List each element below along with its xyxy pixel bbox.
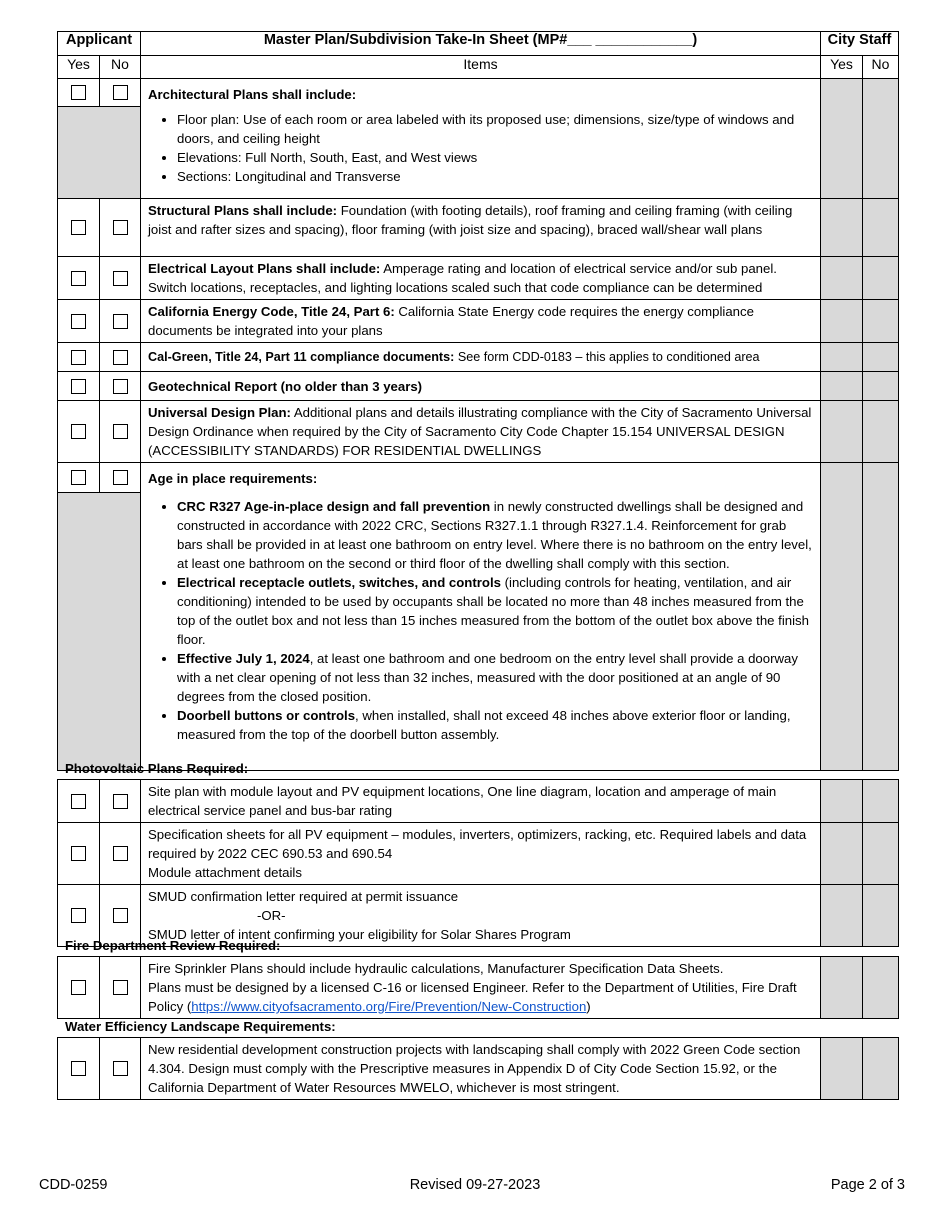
- bullet-item: • Floor plan: Use of each room or area labeled with its proposed use; dimensions, size/type of windows and doors, and ceiling height: [177, 110, 814, 148]
- bullet-item: • Elevations: Full North, South, East, and West views: [177, 148, 814, 167]
- bullet-item: • Sections: Longitudinal and Transverse: [177, 167, 814, 186]
- item-heading: California Energy Code, Title 24, Part 6:: [148, 304, 395, 319]
- age-in-place-item: [141, 463, 821, 771]
- city-staff-header: City Staff: [821, 32, 899, 56]
- item-text: See form CDD-0183 – this applies to conditioned area: [454, 349, 760, 364]
- applicant-yes-cell: [58, 79, 100, 107]
- applicant-yes-cell: [58, 1038, 100, 1100]
- applicant-no-cell: [100, 1038, 141, 1100]
- applicant-yes-cell: [58, 300, 100, 343]
- bullet-bold: Doorbell buttons or controls: [177, 708, 356, 723]
- bullet-item: [177, 497, 814, 573]
- staff-no-cell[interactable]: [863, 199, 899, 257]
- applicant-no-cell: [100, 780, 141, 823]
- bullet-bold: CRC R327 Age-in-place design and fall prevention: [177, 499, 491, 514]
- staff-no-cell[interactable]: [863, 343, 899, 372]
- applicant-yes-checkbox[interactable]: [71, 271, 86, 286]
- electrical-plans-item: [141, 257, 821, 300]
- bullet-bold: Effective July 1, 2024: [177, 651, 310, 666]
- applicant-yes-checkbox[interactable]: [71, 85, 86, 100]
- structural-plans-item: [141, 199, 821, 257]
- item-text: ): [586, 999, 591, 1014]
- cal-green-item: [141, 343, 821, 372]
- fire-sprinkler-item: [141, 957, 821, 1019]
- applicant-no-cell: [100, 199, 141, 257]
- staff-no-cell[interactable]: [863, 1038, 899, 1100]
- staff-yes-cell[interactable]: [821, 957, 863, 1019]
- staff-yes-cell[interactable]: [821, 79, 863, 199]
- applicant-yes-checkbox[interactable]: [71, 908, 86, 923]
- items-header: Items: [141, 56, 821, 79]
- fire-policy-link[interactable]: https://www.cityofsacramento.org/Fire/Prevention/New-Construction: [191, 999, 587, 1014]
- applicant-yes-checkbox[interactable]: [71, 350, 86, 365]
- applicant-yes-cell: [58, 823, 100, 885]
- applicant-no-checkbox[interactable]: [113, 220, 128, 235]
- applicant-yes-cell: [58, 257, 100, 300]
- applicant-yes-checkbox[interactable]: [71, 1061, 86, 1076]
- item-text: SMUD letter of intent confirming your eligibility for Solar Shares Program: [148, 927, 571, 942]
- staff-yes-cell[interactable]: [821, 300, 863, 343]
- revised-date: Revised 09-27-2023: [409, 1177, 541, 1193]
- applicant-shaded-cell: [58, 107, 141, 199]
- pv-section-title: Photovoltaic Plans Required:: [65, 761, 249, 776]
- water-efficiency-item: New residential development construction projects with landscaping shall comply with 2022 Green Code section 4.304. Design must comply with the Prescriptive measures in Appendix D of City Code Section 15.92, or the California Department of Water Resources MWELO, whichever is most stringent.: [141, 1038, 821, 1100]
- bullet-text: in newly constructed dwellings shall be designed and constructed in accordance with 2022 CRC, Sections R327.1.1 through R327.1.4. Reinforcement for grab bars shall be provided in at least one bathroom on entry level. Where there is no bathroom on the entry level, at least one bathroom on the second or third floor of the dwelling shall comply with this section.: [177, 499, 812, 571]
- staff-yes-cell[interactable]: [821, 463, 863, 771]
- applicant-no-checkbox[interactable]: [113, 794, 128, 809]
- applicant-yes-cell: [58, 463, 100, 493]
- fire-table: [57, 956, 899, 1019]
- applicant-yes-cell: [58, 401, 100, 463]
- applicant-no-checkbox[interactable]: [113, 350, 128, 365]
- applicant-no-checkbox[interactable]: [113, 1061, 128, 1076]
- applicant-no-cell: [100, 343, 141, 372]
- item-heading: Electrical Layout Plans shall include:: [148, 261, 381, 276]
- item-text: Amperage rating and location of electrical service and/or sub panel. Switch locations, receptacles, and lighting locations scaled such that code compliance can be determined: [148, 261, 777, 295]
- item-text: Specification sheets for all PV equipment – modules, inverters, optimizers, racking, etc. Required labels and data required by 2022 CEC 690.53 and 690.54: [148, 827, 807, 861]
- applicant-yes-cell: [58, 343, 100, 372]
- applicant-no-cell: [100, 401, 141, 463]
- item-heading: Architectural Plans shall include:: [148, 87, 357, 102]
- applicant-no-checkbox[interactable]: [113, 85, 128, 100]
- applicant-yes-checkbox[interactable]: [71, 379, 86, 394]
- item-heading: Cal-Green, Title 24, Part 11 compliance documents:: [148, 349, 455, 364]
- staff-no-cell[interactable]: [863, 401, 899, 463]
- water-section-title: Water Efficiency Landscape Requirements:: [65, 1019, 336, 1034]
- pv-site-plan-item: Site plan with module layout and PV equipment locations, One line diagram, location and amperage of main electrical service panel and bus-bar rating: [141, 780, 821, 823]
- main-checklist-table: [57, 31, 899, 771]
- item-text: Foundation (with footing details), roof framing and ceiling framing (with ceiling joist and rafter sizes and spacing), floor framing (with joist size and spacing), braced wall/shear wall plans: [148, 203, 793, 237]
- staff-no-cell[interactable]: [863, 300, 899, 343]
- bullet-text: , at least one bathroom and one bedroom on the entry level shall provide a doorway with a net clear opening of not less than 32 inches, measured with the door positioned at an angle of 90 degrees from the closed position.: [177, 651, 798, 704]
- applicant-no-cell: [100, 957, 141, 1019]
- applicant-no-header: No: [100, 56, 141, 79]
- staff-no-cell[interactable]: [863, 463, 899, 771]
- applicant-no-checkbox[interactable]: [113, 424, 128, 439]
- or-text: -OR-: [257, 908, 286, 923]
- applicant-no-checkbox[interactable]: [113, 846, 128, 861]
- applicant-no-cell: [100, 79, 141, 107]
- applicant-yes-checkbox[interactable]: [71, 220, 86, 235]
- applicant-no-checkbox[interactable]: [113, 980, 128, 995]
- applicant-no-checkbox[interactable]: [113, 908, 128, 923]
- item-text: California State Energy code requires the energy compliance documents be integrated into your plans: [148, 304, 754, 338]
- staff-yes-cell[interactable]: [821, 343, 863, 372]
- item-text: Plans must be designed by a licensed C-16 or licensed Engineer. Refer to the Department of Utilities, Fire Draft Policy (: [148, 980, 797, 1014]
- staff-yes-cell[interactable]: [821, 780, 863, 823]
- applicant-no-checkbox[interactable]: [113, 470, 128, 485]
- applicant-yes-header: Yes: [58, 56, 100, 79]
- applicant-no-cell: [100, 463, 141, 493]
- page-number: Page 2 of 3: [830, 1177, 905, 1193]
- bullet-text: , when installed, shall not exceed 48 inches above exterior floor or landing, measured from the top of the doorbell button assembly.: [177, 708, 791, 742]
- item-text: SMUD confirmation letter required at permit issuance: [148, 889, 459, 904]
- form-id: CDD-0259: [39, 1177, 108, 1193]
- item-text: Fire Sprinkler Plans should include hydraulic calculations, Manufacturer Specification Data Sheets.: [148, 961, 724, 976]
- bullet-item: [177, 706, 814, 744]
- applicant-no-checkbox[interactable]: [113, 314, 128, 329]
- geotechnical-item: [141, 372, 821, 401]
- applicant-yes-checkbox[interactable]: [71, 424, 86, 439]
- bullet-text: (including controls for heating, ventilation, and air conditioning) intended to be used by occupants shall be located no more than 48 inches measured from the top of the outlet box and not less than 15 inches measured from the bottom of the outlet box above the finish floor.: [177, 575, 809, 647]
- applicant-yes-checkbox[interactable]: [71, 794, 86, 809]
- item-heading: Age in place requirements:: [148, 471, 318, 486]
- applicant-yes-cell: [58, 780, 100, 823]
- staff-no-cell[interactable]: [863, 957, 899, 1019]
- architectural-plans-item: [141, 79, 821, 199]
- bullet-bold: Electrical receptacle outlets, switches, and controls: [177, 575, 501, 590]
- energy-code-item: [141, 300, 821, 343]
- staff-no-cell[interactable]: [863, 780, 899, 823]
- staff-no-cell[interactable]: [863, 257, 899, 300]
- bullet-item: [177, 649, 814, 706]
- staff-no-cell[interactable]: [863, 372, 899, 401]
- staff-yes-cell[interactable]: [821, 823, 863, 885]
- pv-table: [57, 779, 899, 947]
- applicant-yes-checkbox[interactable]: [71, 980, 86, 995]
- applicant-yes-cell: [58, 957, 100, 1019]
- staff-yes-cell[interactable]: [821, 401, 863, 463]
- applicant-shaded-cell: [58, 493, 141, 771]
- item-heading: Structural Plans shall include:: [148, 203, 338, 218]
- applicant-no-cell: [100, 300, 141, 343]
- applicant-no-cell: [100, 372, 141, 401]
- sheet-title: Master Plan/Subdivision Take-In Sheet (MP#___ ____________): [141, 32, 821, 56]
- architectural-bullets: [148, 110, 814, 186]
- staff-yes-cell[interactable]: [821, 372, 863, 401]
- item-text: Additional plans and details illustrating compliance with the City of Sacramento Universal Design Ordinance when required by the City of Sacramento City Code Chapter 15.154 UNIVERSAL DESIGN (ACCESSIBILITY STANDARDS) FOR RESIDENTIAL DWELLINGS: [148, 405, 812, 458]
- bullet-item: [177, 573, 814, 649]
- staff-yes-cell[interactable]: [821, 257, 863, 300]
- staff-no-cell[interactable]: [863, 885, 899, 947]
- applicant-yes-checkbox[interactable]: [71, 846, 86, 861]
- fire-section-title: Fire Department Review Required:: [65, 938, 281, 953]
- staff-yes-header: Yes: [821, 56, 863, 79]
- applicant-yes-cell: [58, 199, 100, 257]
- staff-yes-cell[interactable]: [821, 199, 863, 257]
- applicant-no-cell: [100, 823, 141, 885]
- applicant-yes-cell: [58, 372, 100, 401]
- item-heading: Universal Design Plan:: [148, 405, 291, 420]
- water-table: [57, 1037, 899, 1100]
- applicant-no-checkbox[interactable]: [113, 271, 128, 286]
- age-in-place-bullets: [148, 497, 814, 744]
- applicant-no-checkbox[interactable]: [113, 379, 128, 394]
- universal-design-item: [141, 401, 821, 463]
- item-heading: Geotechnical Report (no older than 3 years): [148, 378, 423, 394]
- staff-no-cell[interactable]: [863, 823, 899, 885]
- staff-yes-cell[interactable]: [821, 885, 863, 947]
- staff-no-cell[interactable]: [863, 79, 899, 199]
- applicant-yes-checkbox[interactable]: [71, 470, 86, 485]
- applicant-no-cell: [100, 257, 141, 300]
- applicant-header: Applicant: [58, 32, 141, 56]
- applicant-yes-checkbox[interactable]: [71, 314, 86, 329]
- item-text: Module attachment details: [148, 865, 302, 880]
- staff-yes-cell[interactable]: [821, 1038, 863, 1100]
- pv-spec-sheets-item: [141, 823, 821, 885]
- staff-no-header: No: [863, 56, 899, 79]
